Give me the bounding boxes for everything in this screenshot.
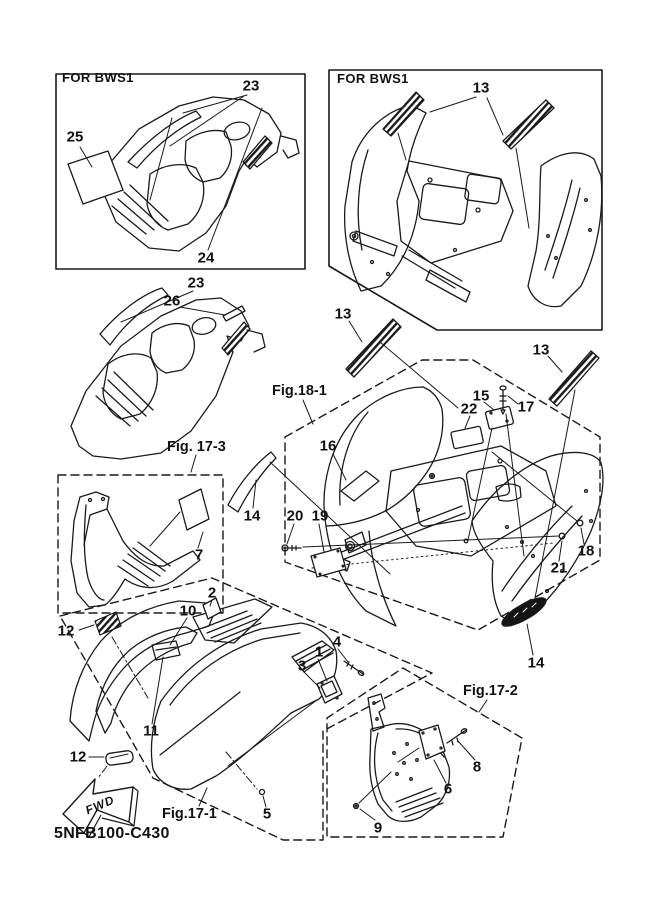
fig17-2-label: Fig.17-2 [463, 682, 518, 699]
callout-23: 23 [187, 274, 205, 292]
side-stripe-decal [222, 322, 250, 355]
callout-23: 23 [242, 77, 260, 95]
callout-13: 13 [472, 79, 490, 97]
screw-5 [260, 790, 265, 795]
plate-19 [311, 548, 346, 577]
fig17-1-label: Fig.17-1 [162, 805, 217, 822]
fwd-arrow-label: FWD [83, 792, 117, 818]
trim-blade-part [128, 111, 201, 168]
box2-title: FOR BWS1 [337, 71, 409, 86]
callout-24: 24 [197, 249, 215, 267]
front-fender-part [97, 97, 281, 251]
callout-19: 19 [311, 507, 329, 525]
callout-13: 13 [532, 341, 550, 359]
fig18-1-assembly [228, 319, 603, 655]
callout-9: 9 [373, 819, 383, 837]
box1-title: FOR BWS1 [62, 70, 134, 85]
screw-8 [447, 728, 468, 745]
fig17-3-panel [58, 455, 223, 613]
callout-12: 12 [69, 748, 87, 766]
callout-21: 21 [550, 559, 568, 577]
decal-16 [341, 471, 379, 501]
callout-17: 17 [517, 398, 535, 416]
callout-7: 7 [194, 546, 204, 564]
callout-8: 8 [472, 758, 482, 776]
callout-26: 26 [163, 292, 181, 310]
callout-11: 11 [143, 722, 159, 740]
panel-border [329, 70, 602, 330]
callout-10: 10 [179, 602, 197, 620]
callout-5: 5 [262, 805, 272, 823]
callout-25: 25 [66, 128, 84, 146]
nut-18 [577, 520, 583, 526]
front-fender-part [71, 298, 249, 459]
callout-13: 13 [334, 305, 352, 323]
screw-9 [354, 804, 359, 809]
center-frame-part [397, 161, 513, 263]
blade-decal-14 [228, 452, 276, 512]
decal-25 [68, 151, 123, 204]
oval-decal-14 [499, 593, 550, 631]
callout-22: 22 [460, 400, 478, 418]
bws1-front-fender-panel [56, 74, 305, 269]
decal-22 [451, 426, 484, 449]
stripe-decal-13-right [503, 100, 554, 149]
fig17-3-label: Fig. 17-3 [167, 438, 226, 455]
fig18-1-label: Fig.18-1 [272, 382, 327, 399]
callout-15: 15 [472, 387, 490, 405]
plate-15 [485, 406, 514, 430]
callout-3: 3 [297, 657, 307, 675]
stripe-decal-13-left [346, 319, 401, 377]
callout-2: 2 [207, 584, 217, 602]
flap-bracket-part [368, 694, 385, 731]
right-rear-fender-part [472, 452, 603, 619]
bws1-rear-fender-panel [329, 70, 602, 330]
part-code: 5NFB100-C430 [54, 825, 170, 842]
callout-20: 20 [286, 507, 304, 525]
decal-7 [179, 489, 209, 530]
callout-6: 6 [443, 780, 453, 798]
left-rear-fender-part [324, 387, 443, 526]
callout-14: 14 [243, 507, 261, 525]
screw-4 [344, 661, 365, 676]
screw-17 [500, 386, 506, 414]
callout-12: 12 [57, 622, 75, 640]
callout-18: 18 [577, 542, 595, 560]
callout-4: 4 [332, 633, 342, 651]
callout-1: 1 [314, 643, 324, 661]
side-stripe-decal [243, 136, 272, 169]
stripe-decal-12 [95, 612, 121, 635]
callout-14: 14 [527, 654, 545, 672]
front-fender-mid-view [71, 288, 265, 459]
callout-16: 16 [319, 437, 337, 455]
